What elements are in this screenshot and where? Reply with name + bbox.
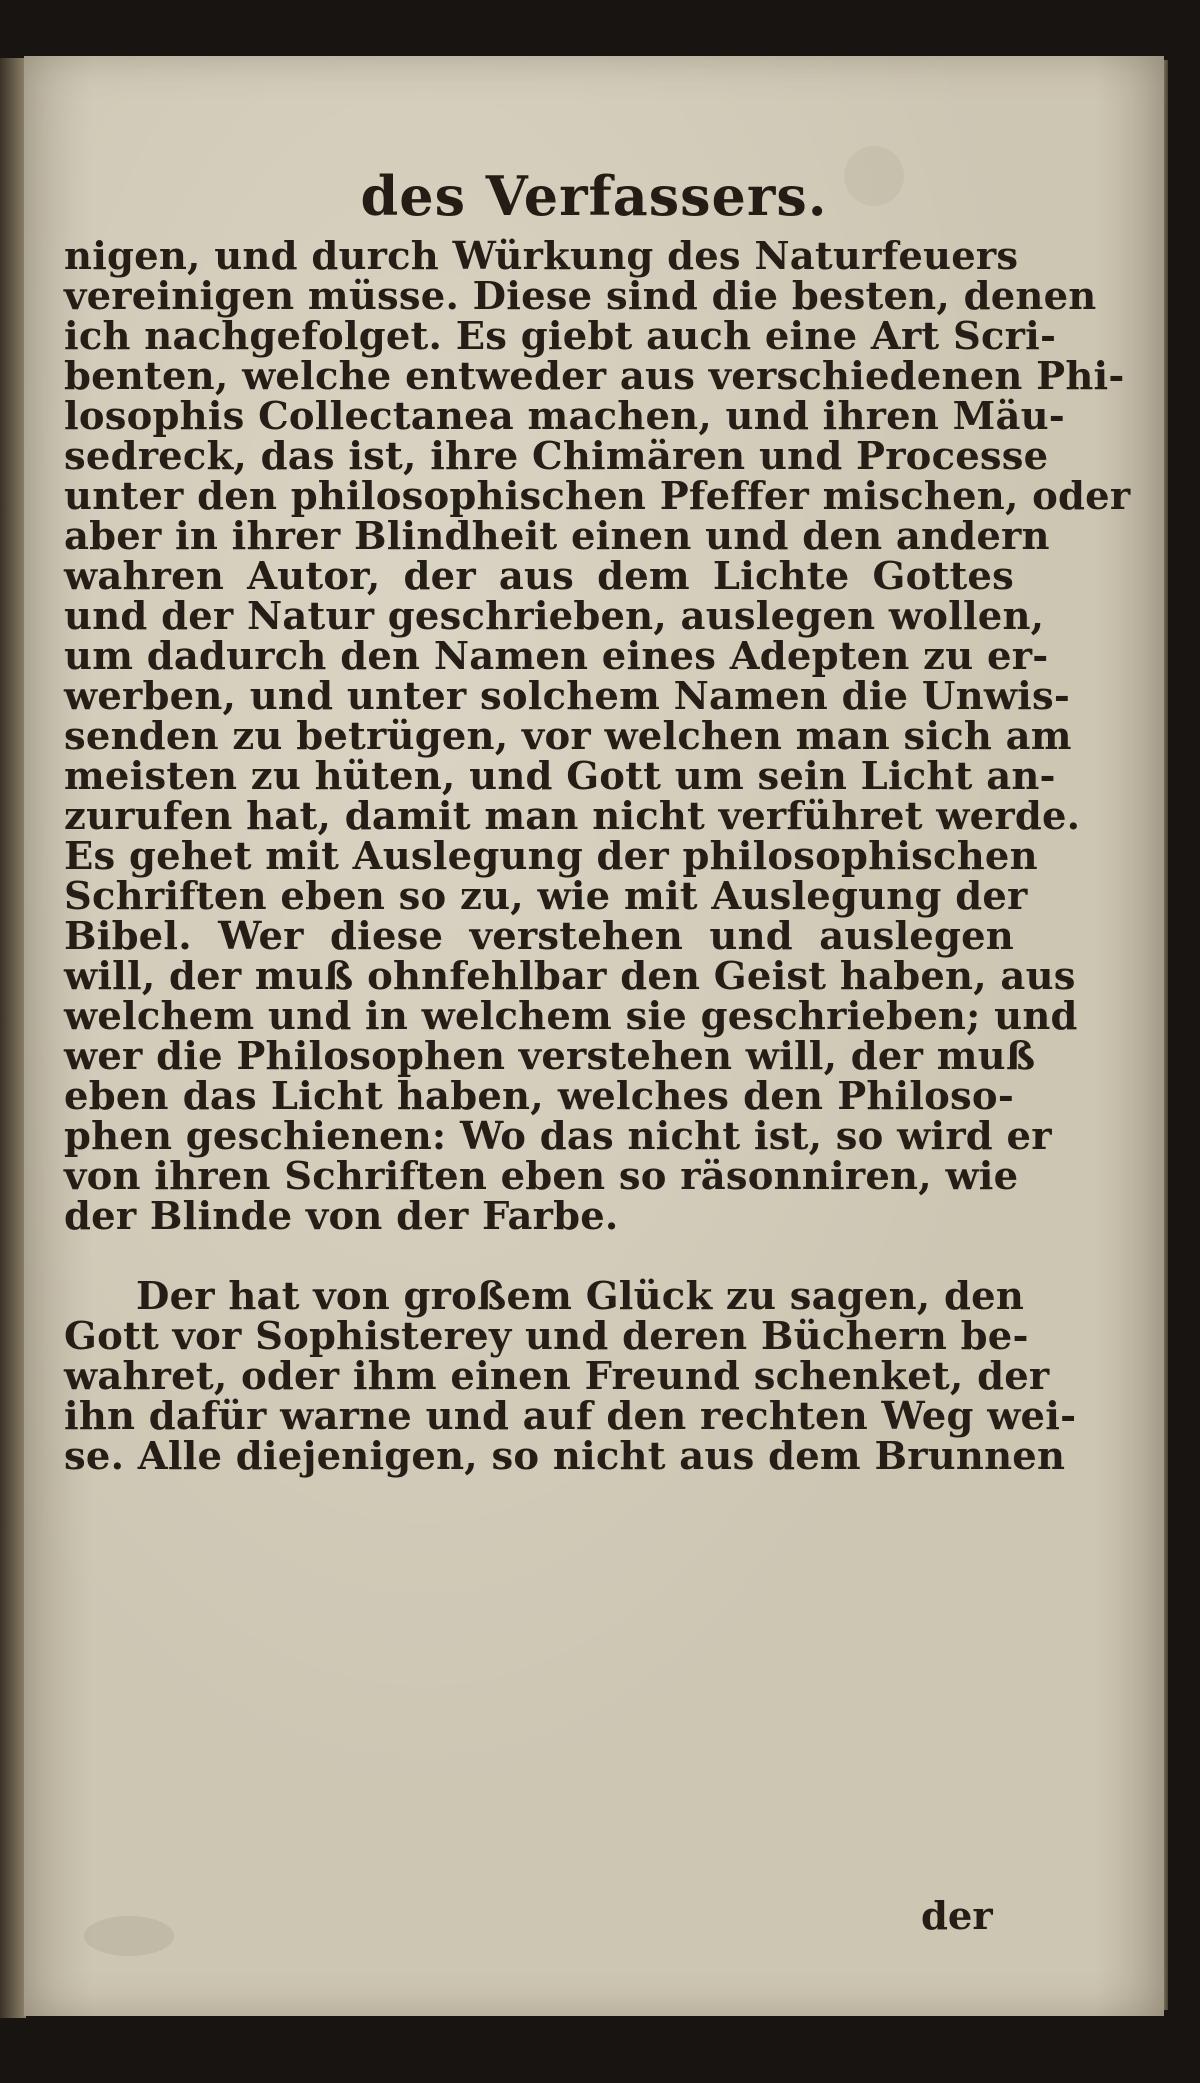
- text-line: um dadurch den Namen eines Adepten zu er-: [64, 634, 1049, 679]
- book-page: [24, 56, 1164, 2016]
- text-line: Gott vor Sophisterey und deren Büchern be-: [64, 1314, 1029, 1359]
- text-line: nigen, und durch Würkung des Naturfeuers: [64, 234, 1019, 279]
- paper-stain: [84, 1916, 174, 1956]
- catchword: der: [921, 1894, 993, 1939]
- text-line: ihn dafür warne und auf den rechten Weg wei-: [64, 1394, 1077, 1439]
- text-line: aber in ihrer Blindheit einen und den andern: [64, 514, 1050, 559]
- text-line: eben das Licht haben, welches den Philoso-: [64, 1074, 1014, 1119]
- text-line: zurufen hat, damit man nicht verführet werde.: [64, 794, 1081, 839]
- binding-gutter: [0, 58, 26, 2018]
- text-line: will, der muß ohnfehlbar den Geist haben, aus: [64, 954, 1076, 999]
- text-line: unter den philosophischen Pfeffer mischen, oder: [64, 474, 1131, 519]
- running-head: des Verfassers.: [360, 164, 828, 228]
- text-line: von ihren Schriften eben so räsonniren, wie: [64, 1154, 1019, 1199]
- text-line: ich nachgefolget. Es giebt auch eine Art Scri-: [64, 314, 1057, 359]
- text-line: wahren Autor, der aus dem Lichte Gottes: [64, 554, 1014, 599]
- text-line: se. Alle diejenigen, so nicht aus dem Brunnen: [64, 1434, 1066, 1479]
- text-line: Bibel. Wer diese verstehen und auslegen: [64, 914, 1014, 959]
- text-line: vereinigen müsse. Diese sind die besten, denen: [64, 274, 1097, 319]
- text-line: der Blinde von der Farbe.: [64, 1194, 619, 1239]
- text-line: Schriften eben so zu, wie mit Auslegung der: [64, 874, 1028, 919]
- text-line: wer die Philosophen verstehen will, der muß: [64, 1034, 1036, 1079]
- text-line: senden zu betrügen, vor welchen man sich am: [64, 714, 1072, 759]
- text-line: losophis Collectanea machen, und ihren Mäu-: [64, 394, 1065, 439]
- text-line: Es gehet mit Auslegung der philosophischen: [64, 834, 1038, 879]
- text-line: meisten zu hüten, und Gott um sein Licht an-: [64, 754, 1056, 799]
- text-line: werben, und unter solchem Namen die Unwis-: [64, 674, 1071, 719]
- text-line: wahret, oder ihm einen Freund schenket, der: [64, 1354, 1050, 1399]
- text-line: und der Natur geschrieben, auslegen wollen,: [64, 594, 1045, 639]
- text-line: phen geschienen: Wo das nicht ist, so wird er: [64, 1114, 1052, 1159]
- text-line: Der hat von großem Glück zu sagen, den: [136, 1274, 1025, 1319]
- text-line: sedreck, das ist, ihre Chimären und Processe: [64, 434, 1049, 479]
- text-line: welchem und in welchem sie geschrieben; und: [64, 994, 1078, 1039]
- text-line: benten, welche entweder aus verschiedenen Phi-: [64, 354, 1125, 399]
